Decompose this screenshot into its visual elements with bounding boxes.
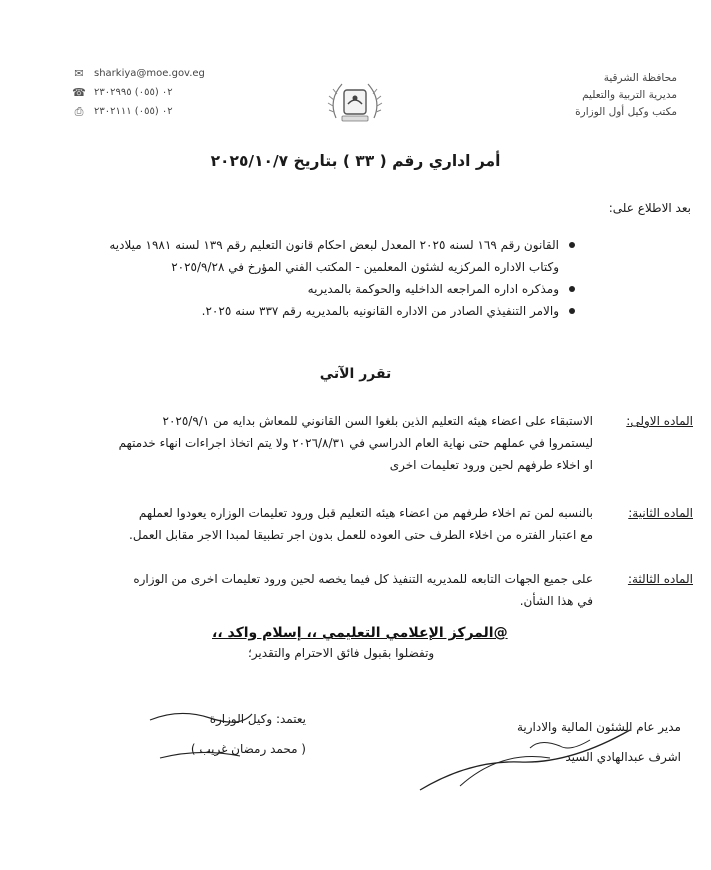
list-item bbox=[55, 234, 575, 256]
article-1-body bbox=[33, 410, 593, 476]
signatory-name: ( محمد رمضان غريب ) bbox=[190, 742, 306, 756]
signatory-title: مدير عام الشئون المالية والادارية bbox=[516, 720, 681, 734]
phone-row bbox=[72, 83, 205, 102]
decision-heading: تقرر الآتي bbox=[319, 366, 392, 382]
org-governorate: محافظة الشرقية bbox=[603, 72, 677, 84]
phone-text: ٠٢ (٠٥٥) ٢٣٠٢٩٩٥ bbox=[94, 87, 173, 98]
article-line: الاستبقاء على اعضاء هيئه التعليم الذين بلغوا السن القانوني للمعاش بدايه من ٢٠٢٥/٩/١ bbox=[162, 414, 593, 428]
closing-line: وتفضلوا بقبول فائق الاحترام والتقدير؛ bbox=[248, 646, 435, 660]
article-2-body bbox=[33, 502, 593, 546]
bullet-dot bbox=[569, 286, 575, 292]
list-item bbox=[55, 278, 575, 300]
bullet-dot bbox=[569, 308, 575, 314]
article-2-label: الماده الثانية: bbox=[628, 506, 693, 520]
email-icon: ✉ bbox=[74, 67, 84, 80]
signature-finance-director bbox=[421, 712, 681, 772]
media-watermark: @المركز الإعلامي التعليمي ،، إسلام واكد ،، bbox=[212, 625, 508, 641]
order-title: أمر اداري رقم ( ٣٣ ) بتاريخ ٢٠٢٥/١٠/٧ bbox=[210, 152, 501, 170]
reference-list bbox=[55, 234, 575, 322]
article-line: مع اعتبار الفتره من اخلاء الطرف حتى العوده للعمل بدون اجر تطبيقا لمبدا الاجر مقابل العمل. bbox=[129, 528, 593, 542]
fax-text: ٠٢ (٠٥٥) ٢٣٠٢١١١ bbox=[94, 106, 173, 117]
article-line: ليستمروا في عملهم حتى نهاية العام الدراسي في ٢٠٢٦/٨/٣١ ولا يتم اتخاذ اجراءات انهاء خدمتهم bbox=[118, 436, 593, 450]
signatory-name: اشرف عبدالهادي السيد bbox=[565, 750, 681, 764]
article-1-label: الماده الاولى: bbox=[626, 414, 693, 428]
signatory-title: يعتمد: وكيل الوزارة bbox=[209, 712, 306, 726]
signature-undersecretary bbox=[96, 704, 306, 764]
phone-icon: ☎ bbox=[72, 86, 86, 99]
bullet-dot bbox=[569, 242, 575, 248]
article-3-label: الماده الثالثة: bbox=[627, 572, 693, 586]
email-row bbox=[72, 64, 205, 83]
intro-text: بعد الاطلاع على: bbox=[608, 201, 691, 215]
bullet-text: القانون رقم ١٦٩ لسنه ٢٠٢٥ المعدل لبعض احكام قانون التعليم رقم ١٣٩ لسنه ١٩٨١ ميلاديه bbox=[109, 238, 559, 252]
email-text: sharkiya@moe.gov.eg bbox=[94, 68, 205, 79]
bullet-continuation: وكتاب الاداره المركزيه لشئون المعلمين - المكتب الفني المؤرخ في ٢٠٢٥/٩/٢٨ bbox=[171, 260, 559, 274]
article-line: في هذا الشأن. bbox=[519, 594, 593, 608]
article-line: بالنسبه لمن تم اخلاء طرفهم من اعضاء هيئه التعليم قبل ورود تعليمات الوزاره يعودوا لعملهم bbox=[138, 506, 593, 520]
fax-icon: ⎙ bbox=[74, 105, 84, 118]
fax-row bbox=[72, 102, 205, 121]
org-directorate: مديرية التربية والتعليم bbox=[582, 89, 677, 101]
org-header bbox=[575, 70, 677, 121]
org-office: مكتب وكيل أول الوزارة bbox=[575, 106, 677, 118]
article-line: او اخلاء طرفهم لحين ورود تعليمات اخرى bbox=[389, 458, 593, 472]
list-item bbox=[55, 300, 575, 322]
article-3-body bbox=[33, 568, 593, 612]
ministry-emblem bbox=[322, 74, 388, 126]
article-line: على جميع الجهات التابعه للمديريه التنفيذ كل فيما يخصه لحين ورود تعليمات اخرى من الوزاره bbox=[133, 572, 593, 586]
bullet-text: ومذكره اداره المراجعه الداخليه والحوكمة بالمديريه bbox=[307, 282, 559, 296]
bullet-text: والامر التنفيذي الصادر من الاداره القانونيه بالمديريه رقم ٣٣٧ سنه ٢٠٢٥. bbox=[201, 304, 559, 318]
contact-block bbox=[72, 64, 205, 121]
